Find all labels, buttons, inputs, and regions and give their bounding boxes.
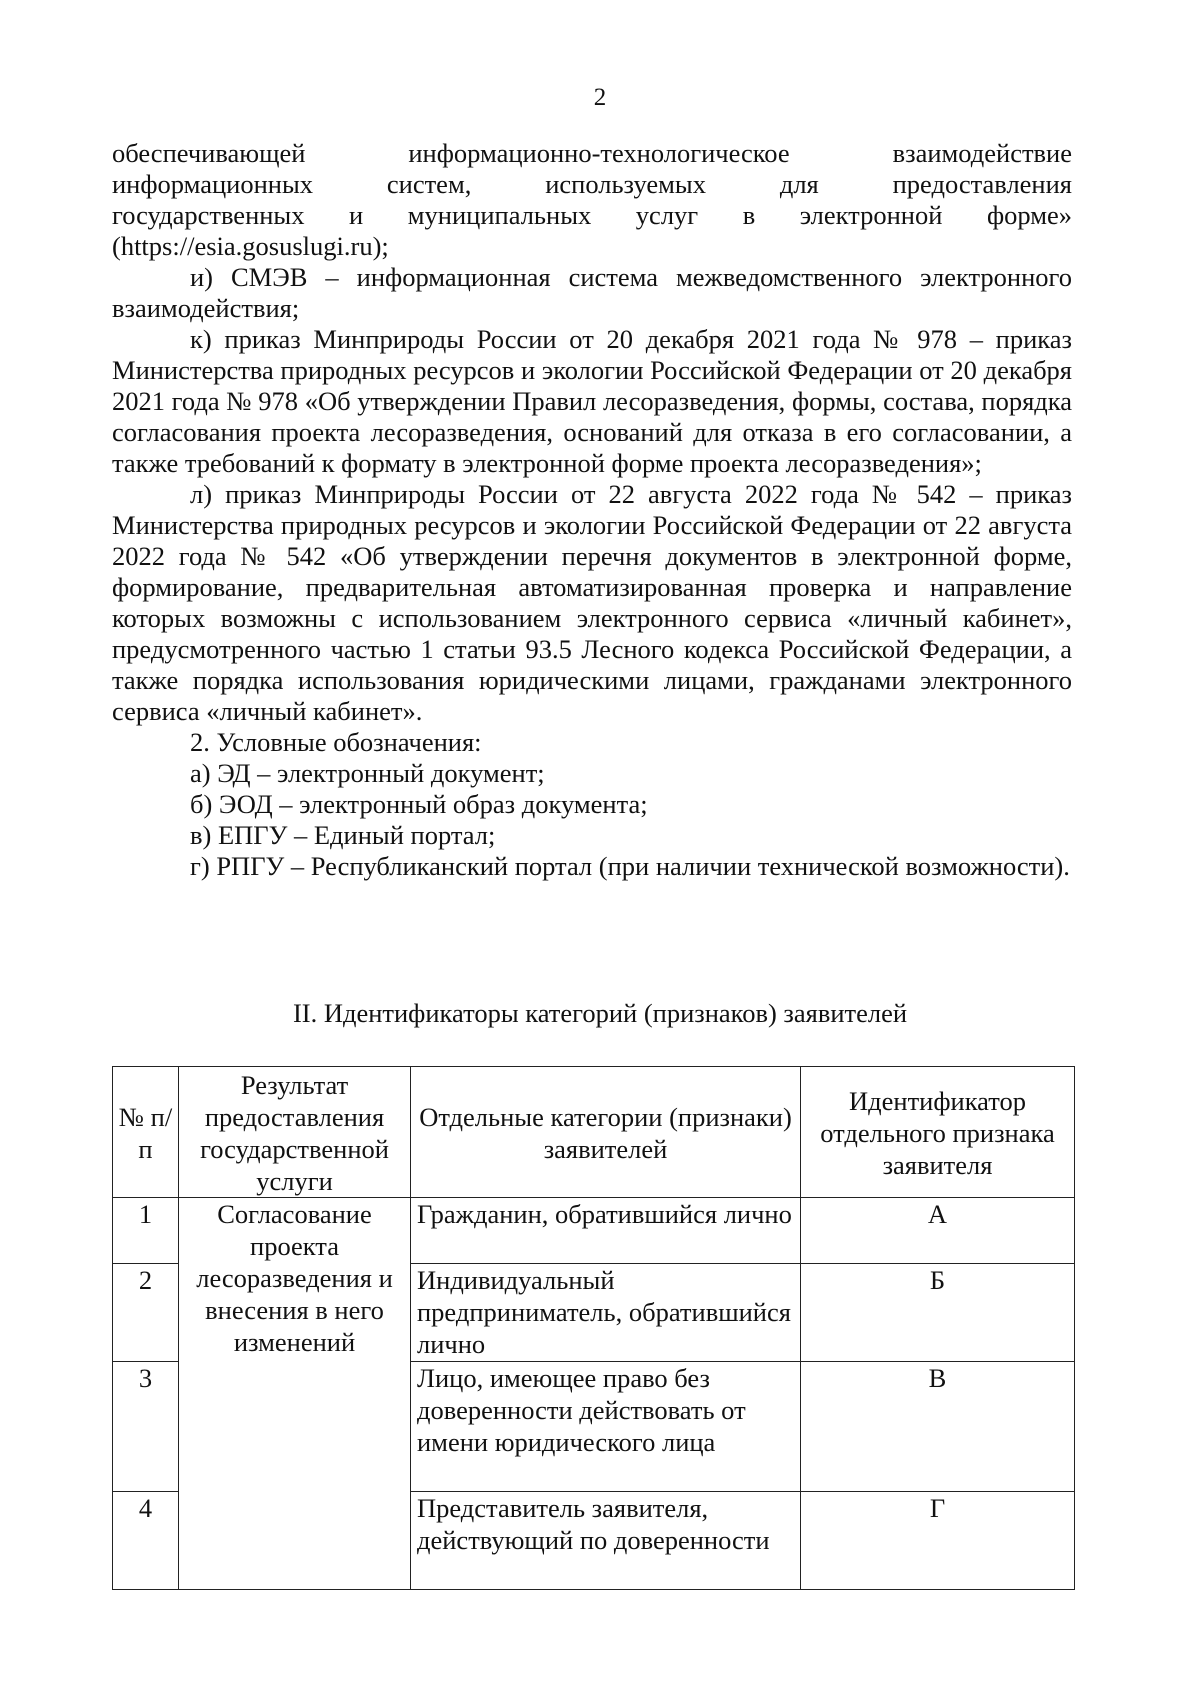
header-result: Результат предоставления государственной услуги bbox=[179, 1067, 411, 1198]
paragraph-item-v: в) ЕПГУ – Единый портал; bbox=[190, 820, 496, 850]
paragraph-item-l: л) приказ Минприроды России от 22 августа 2022 года № 542 – приказ Министерства природных ресурсов и экологии Российской Федерации от 22 августа 2022 года № 542 «Об утверждении перечня документов в электронной форме, формирование, предварительная автоматизированная проверка и направление которых возможны с использованием электронного сервиса «личный кабинет», предусмотренного частью 1 статьи 93.5 Лесного кодекса Российской Федерации, а также порядка использования юридическими лицами, гражданами электронного сервиса «личный кабинет». bbox=[112, 479, 1072, 726]
text-line: информационных систем, используемых для предоставления bbox=[112, 169, 1072, 199]
row-number: 3 bbox=[113, 1362, 179, 1492]
result-cell: Согласование проекта лесоразведения и внесения в него изменений bbox=[179, 1198, 411, 1590]
header-category: Отдельные категории (признаки) заявителей bbox=[411, 1067, 801, 1198]
table-header-row bbox=[113, 1067, 1075, 1198]
category-cell: Гражданин, обратившийся лично bbox=[411, 1198, 801, 1264]
category-cell: Индивидуальный предприниматель, обратившийся лично bbox=[411, 1264, 801, 1362]
row-number: 2 bbox=[113, 1264, 179, 1362]
paragraph-item-a: а) ЭД – электронный документ; bbox=[190, 758, 545, 788]
row-number: 1 bbox=[113, 1198, 179, 1264]
identifier-cell: Б bbox=[801, 1264, 1075, 1362]
identifier-cell: А bbox=[801, 1198, 1075, 1264]
paragraph-item-b: б) ЭОД – электронный образ документа; bbox=[190, 789, 648, 819]
table-row bbox=[113, 1198, 1075, 1264]
document-body bbox=[112, 138, 1072, 882]
section-title: II. Идентификаторы категорий (признаков) заявителей bbox=[292, 998, 908, 1028]
category-cell: Представитель заявителя, действующий по доверенности bbox=[411, 1492, 801, 1590]
header-num: № п/п bbox=[113, 1067, 179, 1198]
text-line: (https://esia.gosuslugi.ru); bbox=[112, 231, 389, 261]
page-number: 2 bbox=[593, 84, 607, 111]
identifiers-table bbox=[112, 1066, 1075, 1590]
paragraph-2-heading: 2. Условные обозначения: bbox=[190, 727, 482, 757]
header-identifier: Идентификатор отдельного признака заявителя bbox=[801, 1067, 1075, 1198]
row-number: 4 bbox=[113, 1492, 179, 1590]
identifier-cell: Г bbox=[801, 1492, 1075, 1590]
text-line: обеспечивающей информационно-технологическое взаимодействие bbox=[112, 138, 1072, 168]
text-line: государственных и муниципальных услуг в электронной форме» bbox=[112, 200, 1072, 230]
category-cell: Лицо, имеющее право без доверенности действовать от имени юридического лица bbox=[411, 1362, 801, 1492]
paragraph-item-k: к) приказ Минприроды России от 20 декабря 2021 года № 978 – приказ Министерства природных ресурсов и экологии Российской Федерации от 20 декабря 2021 года № 978 «Об утверждении Правил лесоразведения, формы, состава, порядка согласования проекта лесоразведения, оснований для отказа в его согласовании, а также требований к формату в электронной форме проекта лесоразведения»; bbox=[112, 324, 1072, 478]
paragraph-item-g: г) РПГУ – Республиканский портал (при наличии технической возможности). bbox=[190, 851, 1070, 881]
paragraph-item-i: и) СМЭВ – информационная система межведомственного электронного взаимодействия; bbox=[112, 262, 1072, 323]
identifier-cell: В bbox=[801, 1362, 1075, 1492]
paragraph-continuation bbox=[112, 138, 1072, 262]
